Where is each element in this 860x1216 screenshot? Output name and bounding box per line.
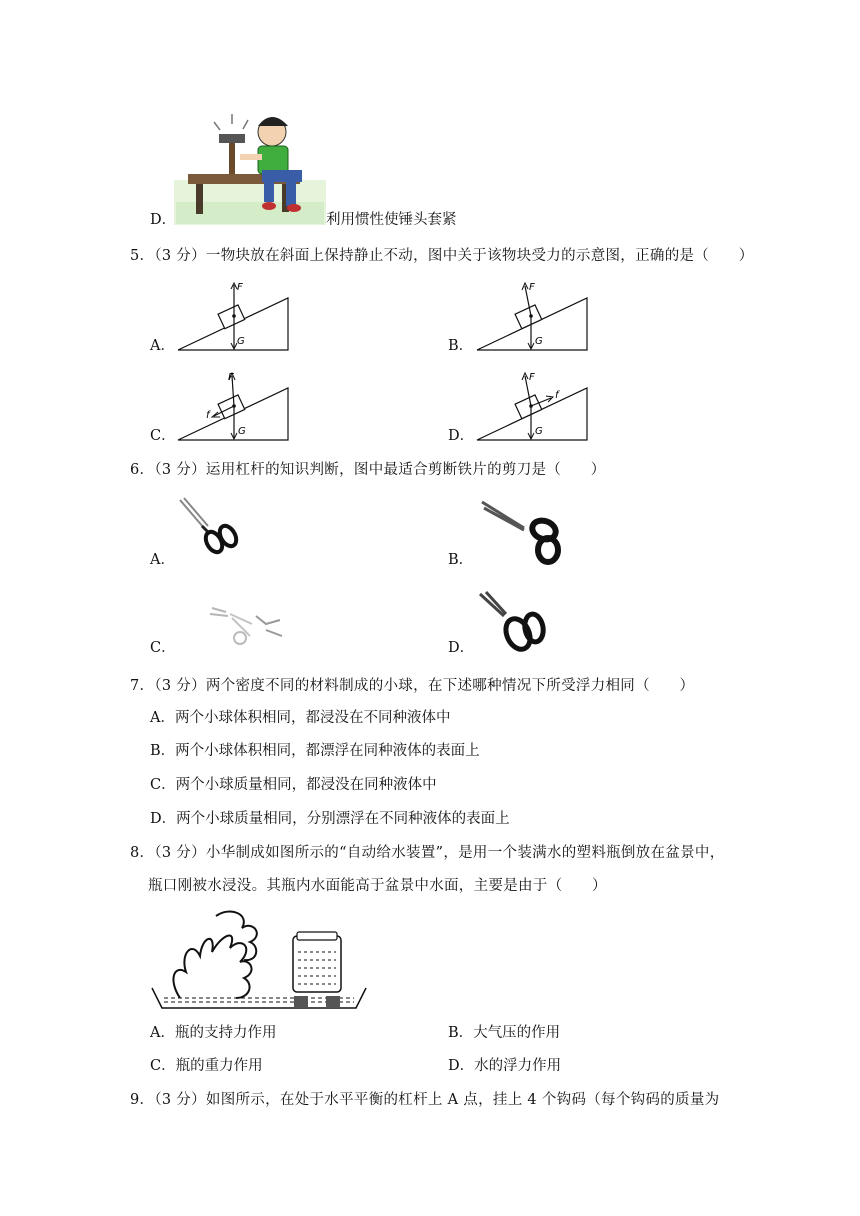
q6-option-c-label: C． (150, 640, 176, 656)
q5-option-a[interactable] (150, 280, 300, 360)
q5-option-a-label: A． (150, 338, 175, 354)
q8-option-d[interactable]: D．水的浮力作用 (448, 1058, 562, 1074)
q6-option-d-label: D． (448, 640, 475, 656)
q8-option-b[interactable]: B．大气压的作用 (448, 1025, 561, 1041)
q7-option-d[interactable]: D．两个小球质量相同，分别漂浮在不同种液体的表面上 (150, 811, 510, 827)
force-label-f-up: F (529, 372, 535, 383)
q5-option-d[interactable] (448, 370, 598, 450)
q6-stem: 6．（3 分）运用杠杆的知识判断，图中最适合剪断铁片的剪刀是（ ） (130, 462, 606, 478)
q5-option-c[interactable] (150, 370, 300, 450)
force-label-g: G (237, 336, 245, 347)
incline-diagram-c (170, 370, 310, 450)
q4-option-d-text: 利用惯性使锤头套紧 (326, 212, 457, 228)
q7-stem: 7．（3 分）两个密度不同的材料制成的小球，在下述哪种情况下所受浮力相同（ ） (130, 678, 695, 694)
force-label-g: G (535, 336, 543, 347)
incline-diagram-a (170, 280, 310, 360)
q7-option-a[interactable]: A．两个小球体积相同，都浸没在不同种液体中 (150, 710, 451, 726)
scissors-c-image (206, 596, 296, 656)
q5-option-b[interactable] (448, 280, 598, 360)
q8-option-a[interactable]: A．瓶的支持力作用 (150, 1025, 277, 1041)
q6-option-b-label: B． (448, 552, 474, 568)
force-label-g: G (535, 426, 543, 437)
force-label-f-up: F (529, 282, 535, 293)
q6-option-a[interactable] (150, 492, 270, 572)
hammer-boy-illustration (174, 110, 326, 225)
incline-diagram-b (473, 280, 613, 360)
q5-stem: 5．（3 分）一物块放在斜面上保持静止不动，图中关于该物块受力的示意图，正确的是（ ） (130, 248, 754, 264)
scissors-d-image (474, 590, 564, 665)
scissors-a-image (176, 496, 246, 566)
q8-stem-line2: 瓶口刚被水浸没。其瓶内水面能高于盆景中水面，主要是由于（ ） (148, 878, 607, 894)
scissors-b-image (478, 498, 578, 568)
q7-option-c[interactable]: C．两个小球质量相同，都浸没在同种液体中 (150, 777, 437, 793)
q8-stem-line1: 8．（3 分）小华制成如图所示的“自动给水装置”，是用一个装满水的塑料瓶倒放在盆景中， (130, 845, 725, 861)
q4-option-d-label: D． (150, 212, 177, 228)
q6-option-c[interactable] (150, 596, 310, 666)
q5-option-d-label: D． (448, 428, 475, 444)
force-label-g: G (238, 426, 246, 437)
q6-option-b[interactable] (448, 492, 588, 572)
force-label-friction: f (555, 390, 559, 401)
force-label-friction: f (206, 410, 210, 421)
q4-option-d[interactable] (150, 110, 470, 230)
q9-stem: 9．（3 分）如图所示，在处于水平平衡的杠杆上 A 点，挂上 4 个钩码（每个钩码的质量为 (130, 1092, 720, 1108)
q5-option-c-label: C． (150, 428, 176, 444)
auto-watering-device-diagram (150, 906, 370, 1016)
q7-option-b[interactable]: B．两个小球体积相同，都漂浮在同种液体的表面上 (150, 743, 480, 759)
force-label-f-up: F (228, 372, 234, 383)
q5-option-b-label: B． (448, 338, 474, 354)
incline-diagram-d (473, 370, 613, 450)
q6-option-d[interactable] (448, 586, 588, 666)
force-label-f-up: F (237, 282, 243, 293)
q6-option-a-label: A． (150, 552, 175, 568)
q8-option-c[interactable]: C．瓶的重力作用 (150, 1058, 263, 1074)
